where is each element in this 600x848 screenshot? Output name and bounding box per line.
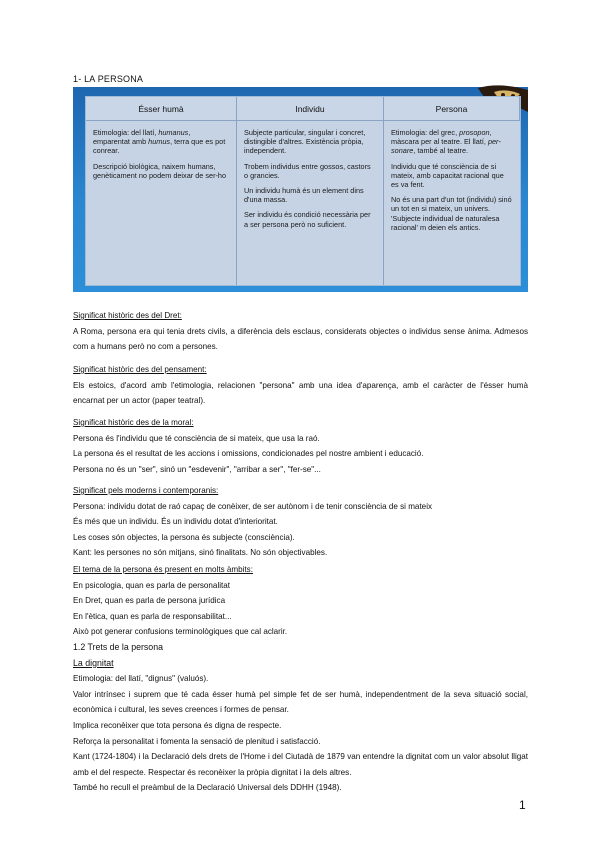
section-line: Reforça la personalitat i fomenta la sensació de plenitud i satisfacció. <box>73 736 321 746</box>
section-line: Kant: les persones no són mitjans, sinó finalitats. No són objectivables. <box>73 548 328 558</box>
page-number: 1 <box>519 798 526 812</box>
cell-paragraph: Etimologia: del grec, prosopon, màscara per al teatre. El llatí, per-sonare, també al teatre. <box>391 128 501 156</box>
section-line: Implica reconèixer que tota persona és digna de respecte. <box>73 720 282 730</box>
section-line: En psicologia, quan es parla de personalitat <box>73 580 231 590</box>
table-cell-esser-huma <box>86 121 237 285</box>
concept-table <box>85 96 521 286</box>
section-title: Significat històric des del pensament: <box>73 365 207 374</box>
section-moderns <box>73 483 528 561</box>
concept-table-panel <box>73 87 528 292</box>
cell-paragraph: Subjecte particular, singular i concret, distingible d'altres. Existència pròpia, independent. <box>244 128 366 156</box>
section-line: Persona: individu dotat de raó capaç de conèixer, de ser autònom i de tenir consciència de si mateix <box>73 501 433 511</box>
section-title: El tema de la persona és present en molts àmbits: <box>73 565 253 574</box>
cell-paragraph: No és una part d'un tot (individu) sinó un tot en si mateix, un univers. 'Subjecte individual de naturalesa racional' m deien els antics. <box>391 195 512 232</box>
cell-paragraph: Ser individu és condició necessària per a ser persona però no suficient. <box>244 210 371 229</box>
subsection-title-dignitat: La dignitat <box>73 657 114 668</box>
section-text: Els estoics, d'acord amb l'etimologia, relacionen "persona" amb una idea d'aparença, amb el caràcter de l'ésser humà encarnat per un actor (paper teatral). <box>73 380 528 406</box>
section-line: Les coses són objectes, la persona és subjecte (consciència). <box>73 532 295 542</box>
cell-paragraph: Trobem individus entre gossos, castors o grancies. <box>244 161 371 180</box>
section-text: Kant (1724-1804) i la Declaració dels drets de l'Home i del Ciutadà de 1879 van entendre la dignitat com un valor absolut lligat amb el del respecte. Respectar és reconèixer la pròpia dignitat i la dels altres. <box>73 752 528 777</box>
cell-paragraph: Individu que té consciència de si mateix, amb capacitat racional que es va fent. <box>391 161 504 190</box>
cell-paragraph: Descripció biològica, naixem humans, genèticament no podem deixar de ser-ho <box>93 161 227 180</box>
table-cell-persona <box>384 121 520 285</box>
table-header-individu: Individu <box>237 97 384 121</box>
table-header-persona: Persona <box>384 97 520 121</box>
section-line: Etimologia: del llatí, "dignus" (valuós). <box>73 674 209 684</box>
section-title: Significat històric des del Dret: <box>73 311 182 320</box>
section-line: En l'ètica, quan es parla de responsabilitat... <box>73 611 232 621</box>
section-pensament <box>73 362 528 409</box>
section-line: També ho recull el preàmbul de la Declaració Universal dels DDHH (1948). <box>73 783 342 793</box>
section-line: És més que un individu. És un individu dotat d'interioritat. <box>73 517 278 527</box>
section-ambits <box>73 562 528 796</box>
table-header-esser-huma: Ésser humà <box>86 97 237 121</box>
section-title: Significat pels moderns i contemporanis: <box>73 486 219 495</box>
cell-paragraph: Un individu humà és un element dins d'una massa. <box>244 186 364 205</box>
section-moral <box>73 415 528 477</box>
section-line: Persona és l'individu que té consciència de si mateix, que usa la raó. <box>73 433 320 443</box>
section-line: La persona és el resultat de les accions i omissions, condicionades pel nostre ambient i educació. <box>73 449 424 459</box>
cell-paragraph: Etimologia: del llatí, humanus, emparentat amb humus, terra que es pot conrear. <box>93 128 226 156</box>
section-text: Valor intrínsec i suprem que té cada ésser humà pel simple fet de ser humà, independentment de la seva situació social, econòmica i cultural, les seves creences i formes de pensar. <box>73 689 528 715</box>
section-line: Això pot generar confusions terminològiques que cal aclarir. <box>73 627 288 637</box>
section-text: A Roma, persona era qui tenia drets civils, a diferència dels esclaus, considerats objectes o individus sense ànima. Admesos com a humans però no com a persones. <box>73 326 528 352</box>
subheading-trets: 1.2 Trets de la persona <box>73 641 163 652</box>
page-heading: 1- LA PERSONA <box>73 74 144 84</box>
section-line: Persona no és un "ser", sinó un "esdevenir", "arribar a ser", "fer-se"... <box>73 464 321 474</box>
section-dret <box>73 308 528 355</box>
section-line: En Dret, quan es parla de persona jurídica <box>73 596 226 606</box>
section-title: Significat històric des de la moral: <box>73 418 194 427</box>
table-cell-individu <box>237 121 384 285</box>
